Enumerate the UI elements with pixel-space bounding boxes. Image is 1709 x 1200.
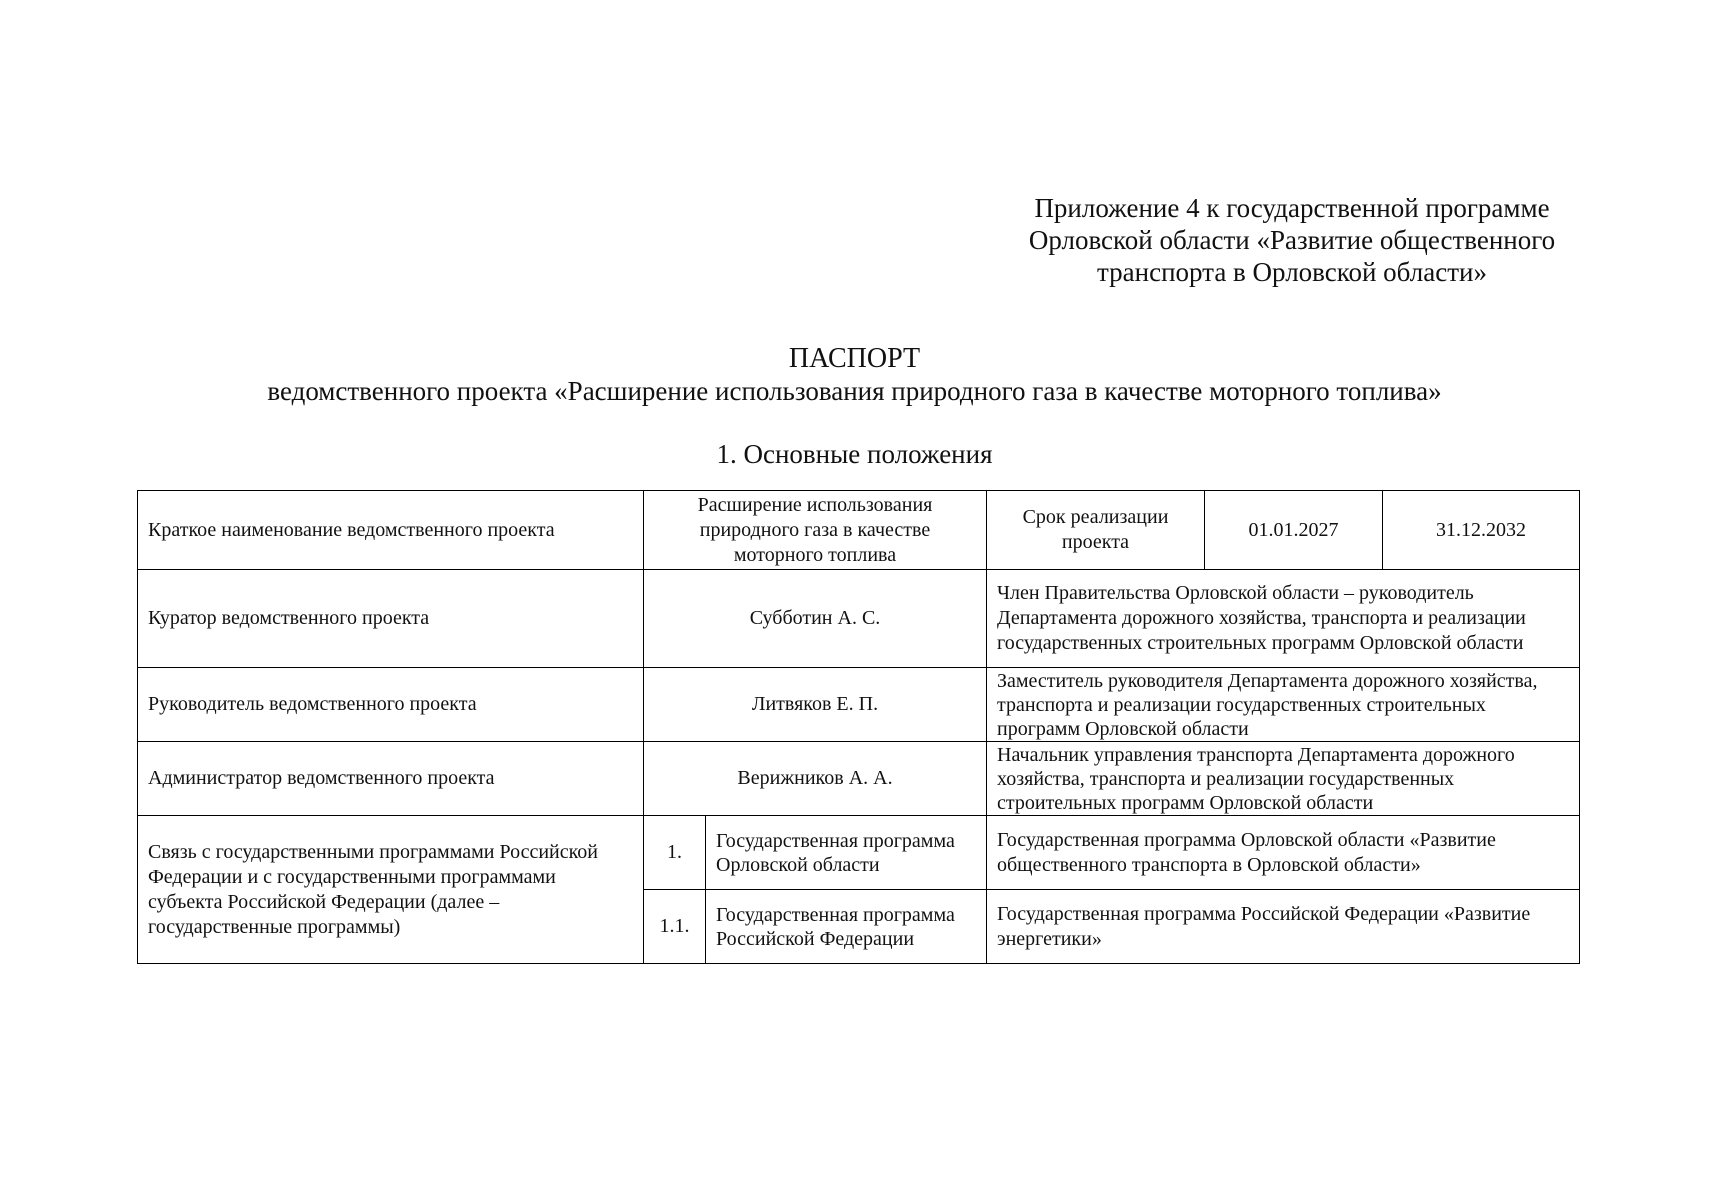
curator-position: Член Правительства Орловской области – руководитель Департамента дорожного хозяйства, транспорта и реализации государственных строительных программ Орловской области <box>987 570 1580 668</box>
table-row-head <box>138 668 1580 742</box>
program-name: Государственная программа Орловской области «Развитие общественного транспорта в Орловской области» <box>987 816 1580 890</box>
appendix-line-3: транспорта в Орловской области» <box>1097 257 1487 287</box>
short-name-value: Расширение использования природного газа в качестве моторного топлива <box>644 491 987 570</box>
document-subtitle: ведомственного проекта «Расширение использования природного газа в качестве моторного топлива» <box>267 376 1442 406</box>
table-row-administrator <box>138 742 1580 816</box>
program-name: Государственная программа Российской Федерации «Развитие энергетики» <box>987 890 1580 964</box>
start-date: 01.01.2027 <box>1205 491 1383 570</box>
administrator-position: Начальник управления транспорта Департамента дорожного хозяйства, транспорта и реализации государственных строительных программ Орловской области <box>987 742 1580 816</box>
passport-table <box>137 490 1580 964</box>
table-row-curator <box>138 570 1580 668</box>
program-type: Государственная программа Российской Федерации <box>706 890 987 964</box>
curator-label: Куратор ведомственного проекта <box>138 570 644 668</box>
program-type: Государственная программа Орловской области <box>706 816 987 890</box>
appendix-header <box>1002 192 1582 288</box>
head-label: Руководитель ведомственного проекта <box>138 668 644 742</box>
short-name-label: Краткое наименование ведомственного проекта <box>138 491 644 570</box>
period-label: Срок реализации проекта <box>987 491 1205 570</box>
program-number: 1.1. <box>644 890 706 964</box>
administrator-name: Верижников А. А. <box>644 742 987 816</box>
appendix-line-2: Орловской области «Развитие общественного <box>1028 225 1556 255</box>
curator-name: Субботин А. С. <box>644 570 987 668</box>
head-position: Заместитель руководителя Департамента дорожного хозяйства, транспорта и реализации государственных строительных программ Орловской области <box>987 668 1580 742</box>
table-row-program-1 <box>138 816 1580 890</box>
end-date: 31.12.2032 <box>1383 491 1580 570</box>
program-number: 1. <box>644 816 706 890</box>
section-heading: 1. Основные положения <box>716 439 993 469</box>
programs-label: Связь с государственными программами Российской Федерации и с государственными программами субъекта Российской Федерации (далее – государственные программы) <box>138 816 644 964</box>
table-row-short-name <box>138 491 1580 570</box>
administrator-label: Администратор ведомственного проекта <box>138 742 644 816</box>
head-name: Литвяков Е. П. <box>644 668 987 742</box>
appendix-line-1: Приложение 4 к государственной программе <box>1034 193 1550 223</box>
document-title: ПАСПОРТ <box>788 343 921 374</box>
